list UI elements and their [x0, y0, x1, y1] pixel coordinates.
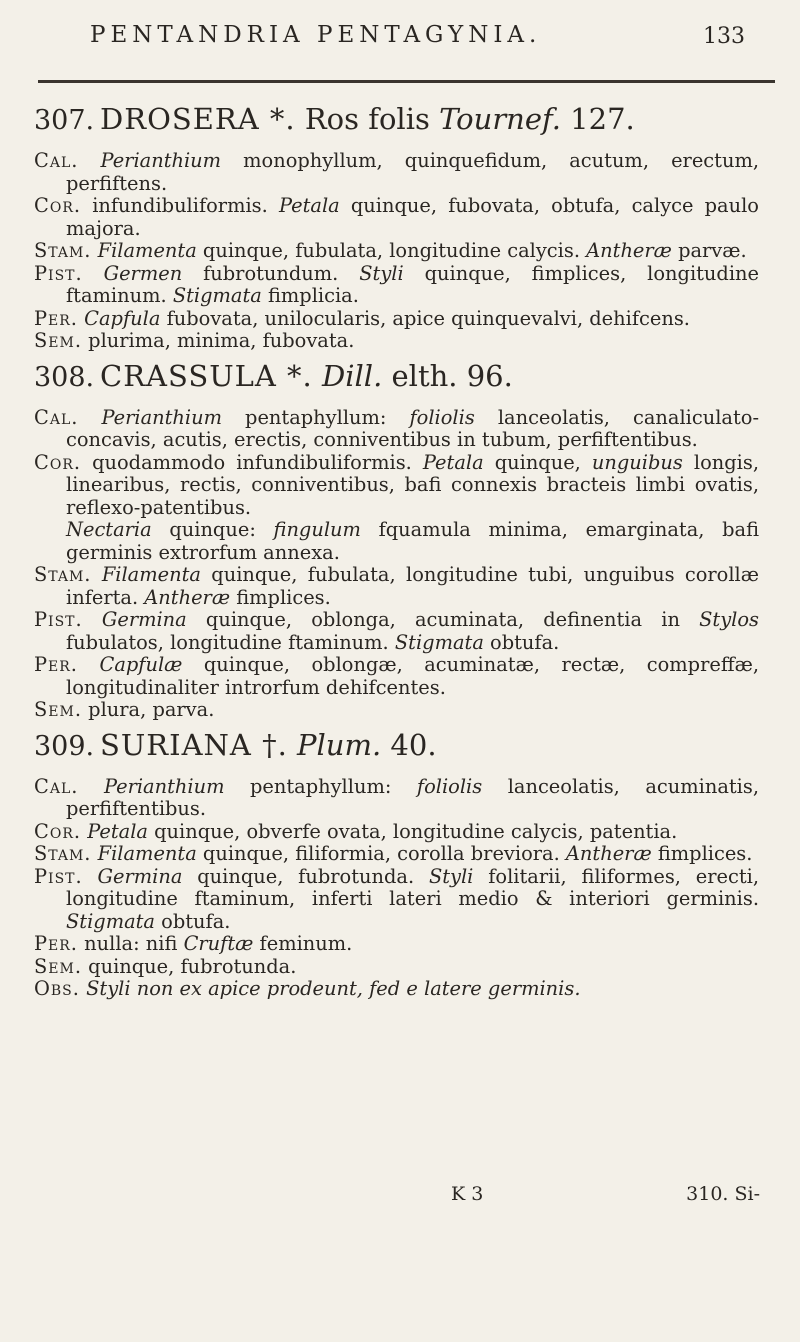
running-title: PENTANDRIA PENTAGYNIA. [90, 22, 542, 48]
italic-term: unguibus [591, 450, 683, 474]
text-run [83, 865, 98, 888]
part-label: Cor. [34, 450, 82, 474]
genus-heading [34, 102, 759, 138]
page-footer [56, 1183, 760, 1207]
text-run: obtufa. [155, 909, 231, 933]
text-run: quinque, oblongæ, acuminatæ, rectæ, compreffæ, longitudinaliter introrfum dehifcentes. [66, 653, 759, 699]
italic-term: fingulum [273, 518, 361, 541]
italic-term: Styli [428, 864, 474, 888]
italic-term: Cruftæ [183, 932, 254, 955]
description-paragraph [34, 843, 759, 866]
description-paragraph [34, 564, 759, 609]
text-run: obtufa. [483, 630, 560, 654]
text-run: fubulatos, longitudine ftaminum. [66, 630, 395, 654]
part-label: Cor. [34, 194, 82, 217]
italic-term: Capfulæ [99, 653, 183, 676]
text-run: nulla: nifi [77, 932, 184, 955]
description-paragraph [34, 150, 759, 195]
text-run: quinque, fimplices, longitudine ftaminum. [66, 261, 759, 307]
italic-term: Antheræ [144, 585, 231, 609]
text-run [78, 406, 101, 429]
text-run: folitarii, filiformes, erecti, longitudine ftaminum, inferti lateri medio & interiori germinis. [66, 864, 759, 910]
italic-term: Perianthium [101, 405, 222, 429]
text-run: plura, parva. [82, 698, 215, 721]
italic-term: Styli [359, 261, 404, 285]
part-label: Pist. [34, 608, 83, 631]
text-run: lanceolatis, acuminatis, perfiftentibus. [66, 774, 759, 820]
header-rule [38, 80, 775, 83]
entry-number: 307. [34, 105, 95, 136]
text-run [78, 775, 104, 798]
description-paragraph [34, 195, 759, 240]
description-paragraph [34, 452, 759, 520]
description-paragraph [34, 776, 759, 821]
italic-term: Germina [101, 608, 187, 631]
text-run: fimplices. [651, 842, 753, 865]
text-run: monophyllum, quinquefidum, acutum, erectum, perfiftens. [66, 149, 759, 195]
text-run: quinque, oblonga, acuminata, definentia in [186, 608, 700, 631]
reference-author: Tournef. [439, 102, 561, 136]
genus-name: DROSERA *. [100, 102, 296, 136]
reference-number: elth. 96. [391, 358, 513, 393]
part-label: Per. [34, 932, 78, 955]
part-label: Cal. [34, 774, 79, 798]
text-run [83, 262, 104, 285]
description-paragraph [34, 821, 759, 844]
text-run: fquamula minima, emarginata, bafi germinis extrorfum annexa. [66, 518, 760, 564]
genus-heading [34, 359, 759, 395]
italic-term: Petala [422, 450, 484, 474]
italic-term: Stigmata [172, 284, 262, 307]
part-label: Per. [34, 306, 78, 330]
italic-term: Germina [97, 864, 183, 888]
description-paragraph [34, 956, 759, 979]
description-paragraph [34, 263, 759, 308]
italic-term: Perianthium [103, 774, 225, 798]
reference-author: Plum. [297, 727, 382, 762]
genus-name: CRASSULA *. [100, 358, 313, 393]
italic-term: Petala [278, 194, 340, 217]
text-run [91, 563, 101, 586]
text-run: feminum. [253, 932, 353, 955]
part-label: Pist. [34, 864, 83, 888]
text-run: quinque, fubrotunda. [82, 954, 297, 978]
italic-term: Stigmata [66, 909, 155, 933]
description-paragraph [34, 519, 759, 564]
reference-author: Dill. [322, 358, 383, 393]
text-run: parvæ. [671, 239, 747, 262]
entry-number: 308. [34, 361, 95, 393]
italic-term: Petala [87, 819, 148, 843]
genus-name: SURIANA †. [100, 727, 288, 762]
description-paragraph [34, 699, 759, 722]
part-label: Pist. [34, 261, 83, 285]
text-run [83, 608, 102, 631]
italic-term: Perianthium [100, 149, 222, 172]
text-run: quinque, obverfe ovata, longitudine calycis, patentia. [147, 819, 678, 843]
text-run: fimplicia. [261, 284, 359, 307]
text-run: quinque, fubrotunda. [182, 864, 429, 888]
running-head [90, 22, 745, 54]
italic-term: Germen [103, 261, 183, 285]
description-paragraph [34, 978, 759, 1001]
description-paragraph [34, 654, 759, 699]
catchword: 310. Si- [686, 1183, 760, 1205]
entry-number: 309. [34, 730, 95, 762]
text-run: fimplices. [230, 585, 331, 609]
text-run: quinque, fubulata, longitudine tubi, unguibus corollæ inferta. [66, 563, 759, 609]
text-run: quodammodo infundibuliformis. [81, 450, 423, 474]
italic-term: Antheræ [586, 239, 672, 262]
signature-mark: K 3 [451, 1183, 484, 1205]
part-label: Sem. [34, 954, 83, 978]
text-run: pentaphyllum: [224, 774, 417, 798]
text-run: fubovata, unilocularis, apice quinquevalvi, dehifcens. [160, 306, 690, 330]
text-run: plurima, minima, fubovata. [82, 329, 355, 352]
text-run [78, 653, 100, 676]
text-run: quinque: [151, 518, 274, 541]
italic-term: Stylos [699, 608, 759, 631]
description-paragraph [34, 407, 759, 452]
italic-term: Stigmata [394, 630, 484, 654]
part-label: Per. [34, 653, 78, 676]
text-run: quinque, filiformia, corolla breviora. [196, 842, 566, 865]
description-paragraph [34, 240, 759, 263]
part-label: Obs. [34, 977, 80, 1000]
part-label: Cal. [34, 149, 79, 172]
page-number: 133 [703, 24, 745, 49]
text-run: pentaphyllum: [222, 405, 410, 429]
common-name: Ros folis [304, 102, 430, 136]
text-run: quinque, fubovata, obtufa, calyce paulo majora. [66, 194, 759, 240]
text-run: lanceolatis, canaliculato-concavis, acutis, erectis, conniventibus in tubum, perfiftentibus. [66, 405, 759, 451]
text-run: longis, linearibus, rectis, conniventibus, bafi connexis bracteis limbi ovatis, reflexo-patentibus. [66, 450, 759, 519]
description-paragraph [34, 933, 759, 956]
genus-heading [34, 728, 759, 764]
part-label: Sem. [34, 329, 83, 352]
part-label: Cal. [34, 405, 79, 429]
part-label: Stam. [34, 563, 92, 586]
italic-term: Filamenta [97, 239, 197, 262]
italic-term: foliolis [416, 774, 483, 798]
description-paragraph [34, 330, 759, 353]
reference-number: 40. [390, 727, 437, 762]
italic-term: Filamenta [97, 842, 197, 865]
reference-number: 127. [570, 102, 635, 136]
italic-term: Antheræ [565, 842, 652, 865]
italic-term: Nectaria [66, 518, 152, 541]
part-label: Sem. [34, 698, 83, 721]
italic-term: foliolis [409, 405, 475, 429]
description-paragraph [34, 308, 759, 331]
text-run [78, 149, 100, 172]
text-block [34, 96, 759, 1001]
part-label: Stam. [34, 842, 92, 865]
text-run: fubrotundum. [182, 261, 360, 285]
text-run: quinque, [483, 450, 592, 474]
part-label: Cor. [34, 819, 82, 843]
italic-term: Capfula [84, 306, 161, 330]
italic-term: Styli non ex apice prodeunt, fed e latere germinis. [86, 977, 581, 1000]
description-paragraph [34, 609, 759, 654]
description-paragraph [34, 866, 759, 934]
part-label: Stam. [34, 239, 92, 262]
text-run: infundibuliformis. [81, 194, 279, 217]
text-run: quinque, fubulata, longitudine calycis. [196, 239, 587, 262]
italic-term: Filamenta [101, 563, 201, 586]
